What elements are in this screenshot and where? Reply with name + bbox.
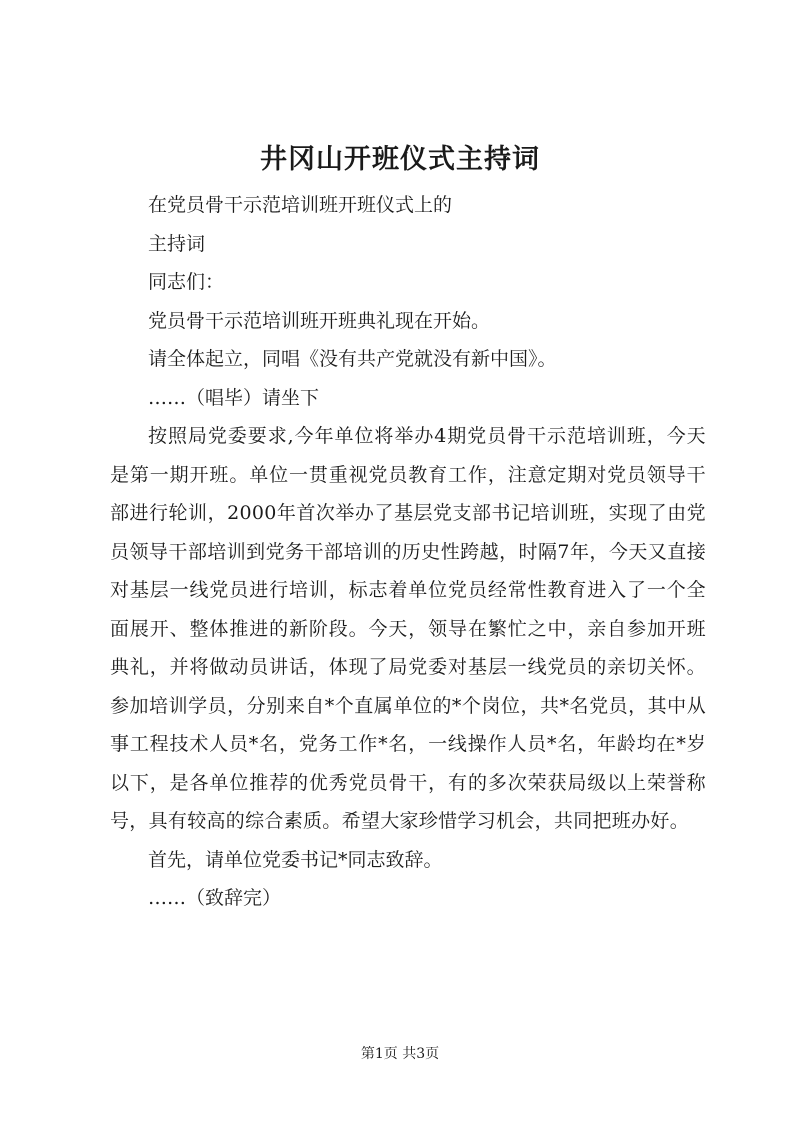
subtitle-line-1: 在党员骨干示范培训班开班仪式上的 (148, 194, 453, 216)
subtitle-line-2: 主持词 (148, 232, 206, 255)
sit-down-instruction: ……（唱毕）请坐下 (148, 386, 320, 409)
speech-invitation: 首先，请单位党委书记*同志致辞。 (148, 848, 443, 871)
speech-finished: ……（致辞完） (148, 887, 282, 909)
opening-announcement: 党员骨干示范培训班开班典礼现在开始。 (148, 309, 491, 332)
document-body (110, 186, 706, 918)
salutation: 同志们： (148, 271, 225, 293)
page-indicator: 第1页 共3页 (360, 1046, 440, 1062)
main-paragraph: 按照局党委要求,今年单位将举办4期党员骨干示范培训班，今天是第一期开班。单位一贯重视党员教育工作，注意定期对党员领导干部进行轮训，2000年首次举办了基层党支部书记培训班，实现了由党员领导干部培训到党务干部培训的历史性跨越，时隔7年，今天又直接对基层一线党员进行培训，标志着单位党员经常性教育进入了一个全面展开、整体推进的新阶段。今天，领导在繁忙之中，亲自参加开班典礼，并将做动员讲话，体现了局党委对基层一线党员的亲切关怀。参加培训学员，分别来自*个直属单位的*个岗位，共*名党员，其中从事工程技术人员*名，党务工作*名，一线操作人员*名，年龄均在*岁以下，是各单位推荐的优秀党员骨干，有的多次荣获局级以上荣誉称号，具有较高的综合素质。希望大家珍惜学习机会，共同把班办好。 (110, 425, 706, 832)
document-title: 井冈山开班仪式主持词 (260, 144, 540, 175)
anthem-instruction: 请全体起立，同唱《没有共产党就没有新中国》。 (148, 348, 557, 370)
